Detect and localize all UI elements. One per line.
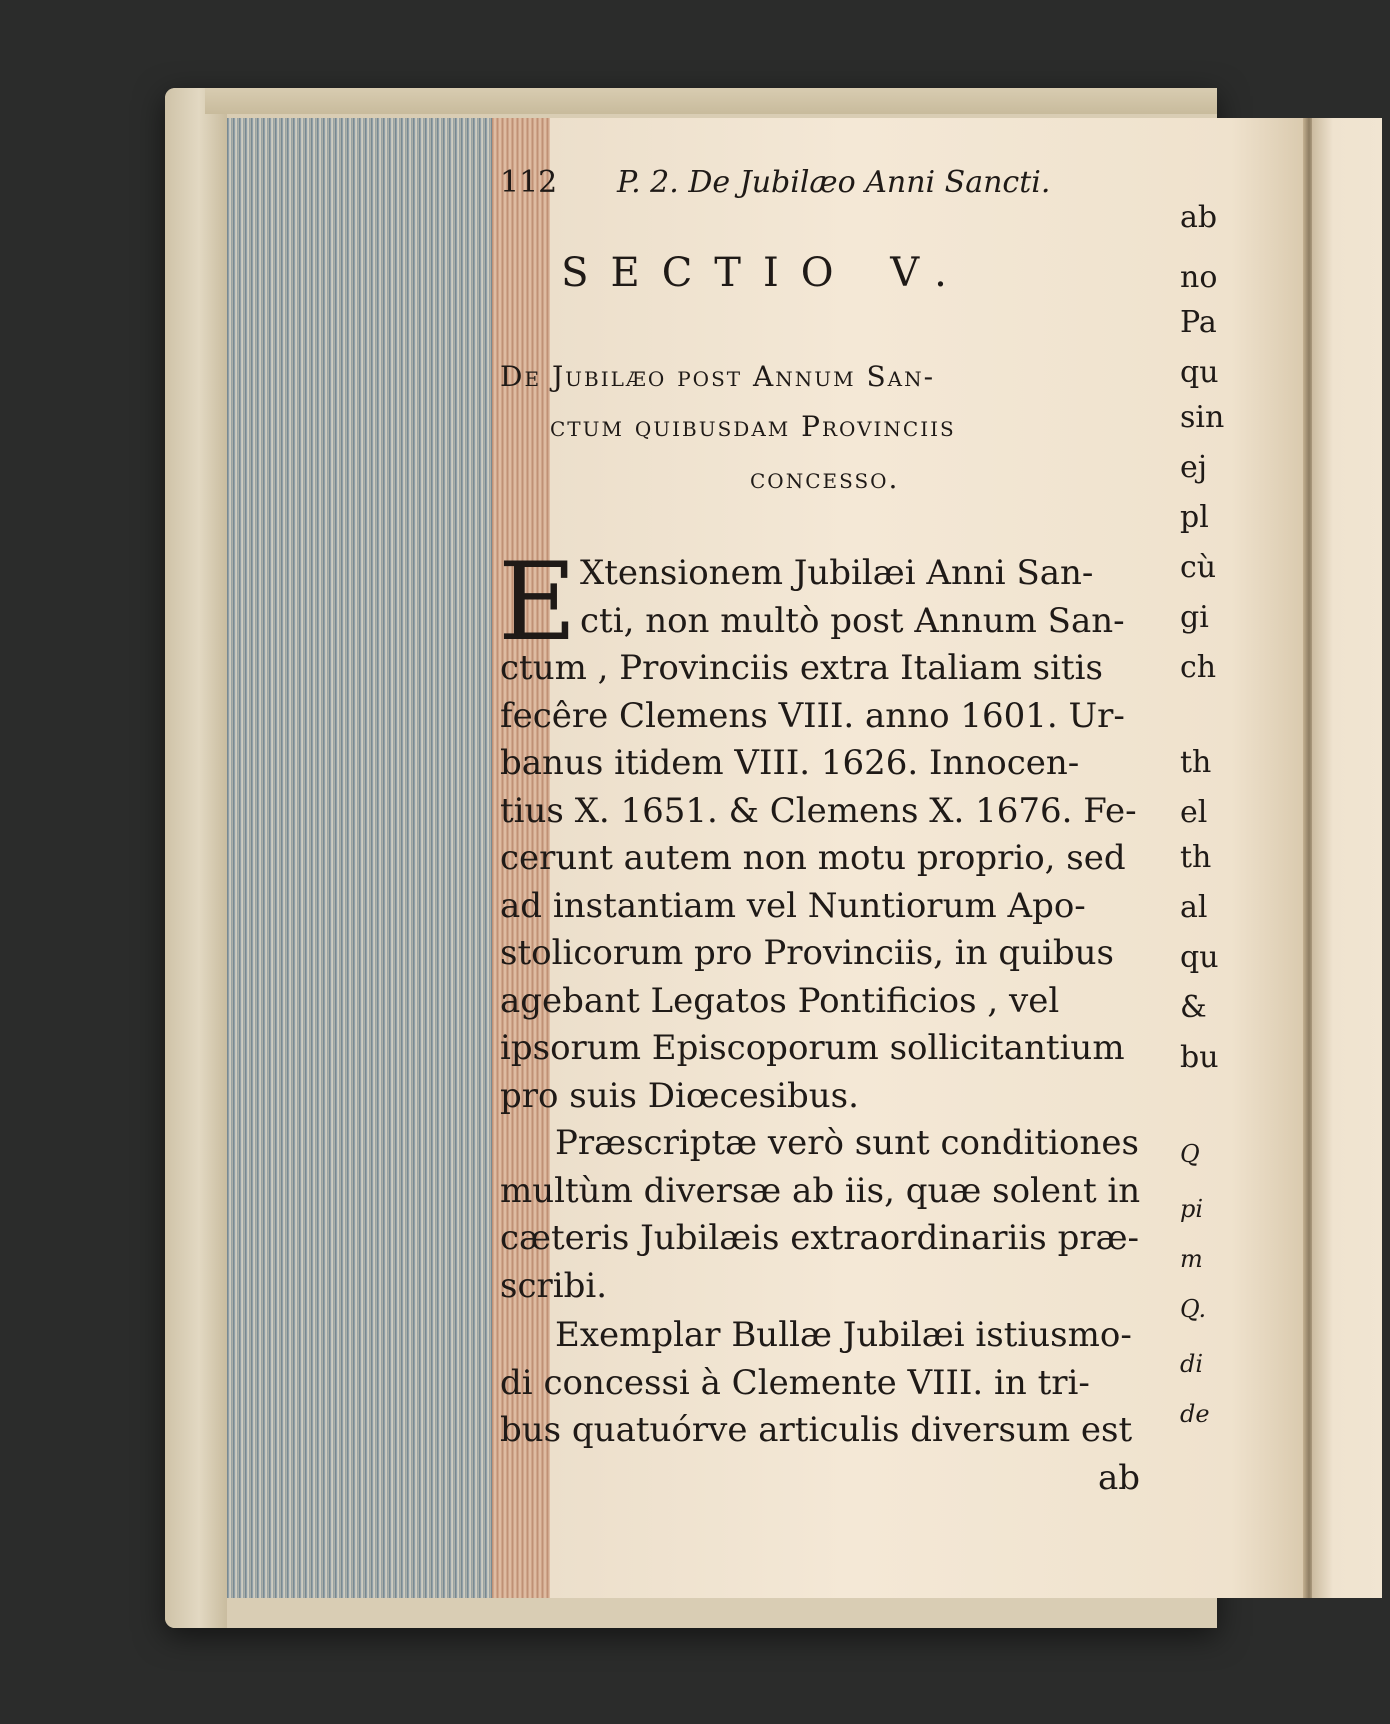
paragraph-line: bus quatuórve articulis diversum est: [500, 1410, 1133, 1450]
running-title: P. 2. De Jubilæo Anni Sancti.: [617, 165, 1051, 200]
facing-page-fragment: no: [1180, 260, 1218, 295]
facing-page-fragment: ab: [1180, 200, 1218, 235]
paragraph-line: ipsorum Episcoporum sollicitantium: [500, 1028, 1125, 1068]
facing-page-fragment: ch: [1180, 650, 1217, 685]
page-number: 112: [500, 165, 558, 200]
book-cover-edge: [165, 88, 227, 1628]
facing-page-fragment: th: [1180, 745, 1212, 780]
section-heading-line: De Jubilæo post Annum San-: [500, 360, 936, 393]
paragraph-line: multùm diversæ ab iis, quæ solent in: [500, 1170, 1141, 1211]
facing-page-fragment: de: [1180, 1400, 1210, 1428]
paragraph-line: cæteris Jubilæis extraordinariis præ-: [500, 1218, 1140, 1258]
paragraph-line: pro suis Diœcesibus.: [500, 1075, 859, 1116]
facing-page-fragment: al: [1180, 890, 1208, 925]
section-heading-line: concesso.: [750, 462, 900, 495]
facing-page-fragment: pi: [1180, 1195, 1204, 1223]
paragraph-line: Exemplar Bullæ Jubilæi istiusmo-: [555, 1315, 1132, 1355]
paragraph-line: ad instantiam vel Nuntiorum Apo-: [500, 885, 1086, 926]
paragraph-line: ctum , Provinciis extra Italiam sitis: [500, 648, 1103, 688]
drop-cap: E: [498, 540, 577, 665]
paragraph-line: scribi.: [500, 1265, 608, 1306]
section-title: SECTIO V.: [561, 250, 969, 296]
facing-page-fragment: di: [1180, 1350, 1204, 1378]
page-block-edges: [227, 118, 492, 1598]
paragraph-line: stolicorum pro Provinciis, in quibus: [500, 933, 1114, 973]
facing-page-fragment: &: [1180, 990, 1207, 1025]
catchword: ab: [1098, 1457, 1141, 1498]
section-heading-line: ctum quibusdam Provinciis: [550, 410, 956, 443]
book-cover-top: [205, 88, 1217, 114]
paragraph-line: Xtensionem Jubilæi Anni San-: [580, 553, 1094, 593]
facing-page-fragment: ej: [1180, 450, 1208, 485]
facing-page-fragment: m: [1180, 1245, 1203, 1273]
facing-page-fragment: bu: [1180, 1040, 1219, 1075]
facing-page-fragment: gi: [1180, 600, 1209, 635]
facing-page-fragment: pl: [1180, 500, 1209, 535]
facing-page-fragment: Q.: [1180, 1295, 1207, 1323]
right-page-partial: [1312, 118, 1382, 1598]
paragraph-line: Præscriptæ verò sunt conditiones: [555, 1123, 1139, 1163]
facing-page-fragment: qu: [1180, 940, 1219, 975]
paragraph-line: banus itidem VIII. 1626. Innocen-: [500, 743, 1080, 783]
paragraph-line: cerunt autem non motu proprio, sed: [500, 838, 1126, 878]
facing-page-fragment: th: [1180, 840, 1212, 875]
paragraph-line: cti, non multò post Annum San-: [580, 600, 1125, 641]
facing-page-fragment: el: [1180, 795, 1208, 830]
paragraph-line: tius X. 1651. & Clemens X. 1676. Fe-: [500, 790, 1137, 831]
facing-page-fragment: qu: [1180, 355, 1219, 390]
facing-page-fragment: Pa: [1180, 305, 1217, 340]
facing-page-fragment: Q: [1180, 1140, 1200, 1168]
paragraph-line: fecêre Clemens VIII. anno 1601. Ur-: [500, 695, 1125, 736]
facing-page-fragment: cù: [1180, 550, 1217, 585]
paragraph-line: agebant Legatos Pontificios , vel: [500, 980, 1060, 1021]
facing-page-fragment: sin: [1180, 400, 1225, 435]
paragraph-line: di concessi à Clemente VIII. in tri-: [500, 1362, 1090, 1403]
